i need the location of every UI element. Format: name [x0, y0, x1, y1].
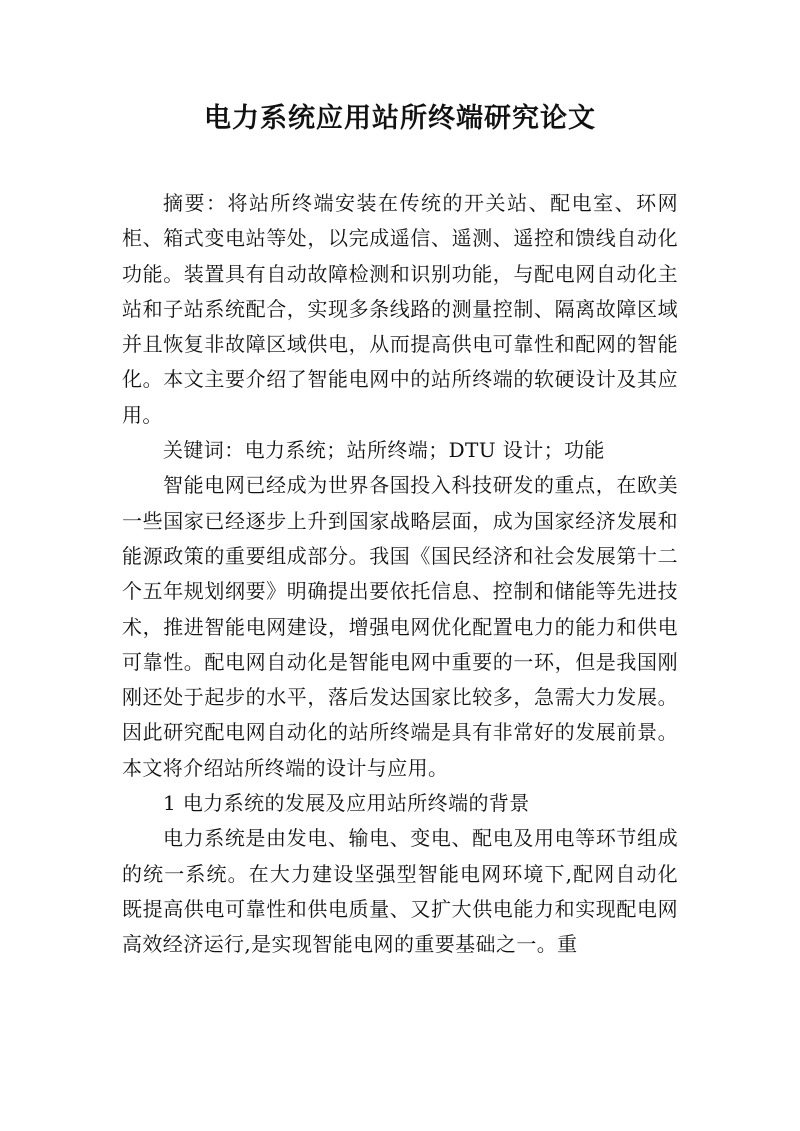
introduction-paragraph: 智能电网已经成为世界各国投入科技研发的重点，在欧美一些国家已经逐步上升到国家战略层面，成为国家经济发展和能源政策的重要组成部分。我国《国民经济和社会发展第十二个五年规划纲要》明确提出要依托信息、控制和储能等先进技术，推进智能电网建设，增强电网优化配置电力的能力和供电可靠性。配电网自动化是智能电网中重要的一环，但是我国刚刚还处于起步的水平，落后发达国家比较多，急需大力发展。因此研究配电网自动化的站所终端是具有非常好的发展前景。本文将介绍站所终端的设计与应用。	[122, 473, 678, 780]
document-title: 电力系统应用站所终端研究论文	[204, 103, 596, 134]
keywords-paragraph: 关键词：电力系统；站所终端；DTU 设计；功能	[163, 438, 605, 463]
abstract-paragraph: 摘要：将站所终端安装在传统的开关站、配电室、环网柜、箱式变电站等处，以完成遥信、遥测、遥控和馈线自动化功能。装置具有自动故障检测和识别功能，与配电网自动化主站和子站系统配合，实现多条线路的测量控制、隔离故障区域并且恢复非故障区域供电，从而提高供电可靠性和配网的智能化。本文主要介绍了智能电网中的站所终端的软硬设计及其应用。	[122, 191, 678, 427]
section-heading: 1 电力系统的发展及应用站所终端的背景	[163, 791, 530, 816]
document-body	[122, 186, 678, 963]
body-paragraph: 电力系统是由发电、输电、变电、配电及用电等环节组成的统一系统。在大力建设坚强型智能电网环境下,配网自动化既提高供电可靠性和供电质量、又扩大供电能力和实现配电网高效经济运行,是实现智能电网的重要基础之一。重	[122, 826, 678, 957]
